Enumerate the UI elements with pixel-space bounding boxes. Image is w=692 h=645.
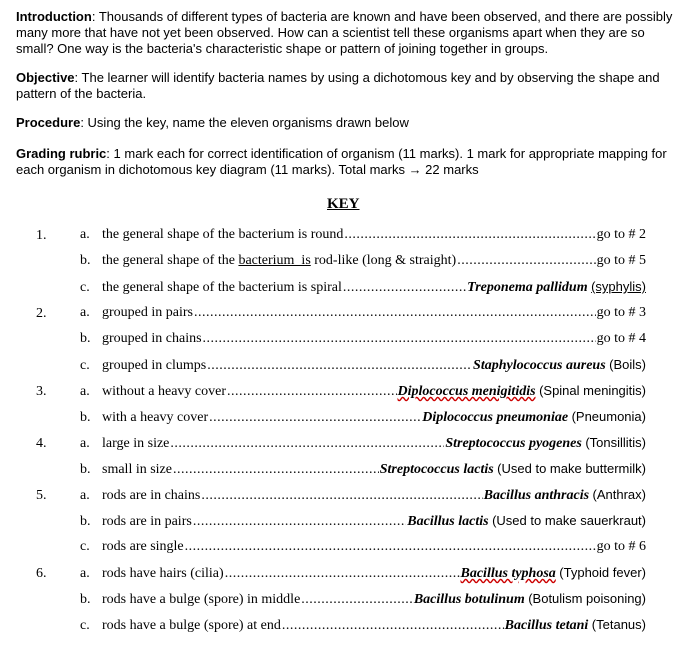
leader-dots — [201, 488, 482, 504]
row-label: b. — [80, 462, 91, 477]
row-text: rods have a bulge (spore) at end — [102, 618, 281, 633]
organism-name: Streptococcus lactis — [379, 462, 494, 477]
row-text: rods are in pairs — [102, 514, 192, 529]
row-answer — [380, 461, 646, 478]
organism-name: Streptococcus pyogenes — [445, 436, 582, 451]
organism-disease: (Spinal meningitis) — [539, 383, 646, 398]
row-label: b. — [80, 514, 91, 529]
row-label: a. — [80, 566, 90, 581]
row-label: a. — [80, 305, 90, 320]
leader-dots — [344, 227, 595, 243]
leader-dots — [203, 331, 596, 347]
leader-dots — [207, 358, 472, 374]
leader-dots — [170, 436, 444, 452]
row-answer — [414, 591, 646, 608]
organism-disease: (Used to make sauerkraut) — [492, 513, 646, 528]
row-text: with a heavy cover — [102, 410, 209, 425]
organism-disease: (Tetanus) — [591, 617, 646, 632]
group-number: 1. — [36, 228, 47, 243]
key-row — [80, 357, 646, 375]
objective-paragraph — [16, 70, 676, 102]
row-text: the general shape of the bacterium is spiral — [102, 280, 342, 295]
row-text: rods are in chains — [102, 488, 201, 503]
row-answer — [484, 487, 646, 504]
organism-disease: (Botulism poisoning) — [528, 591, 646, 606]
key-row — [80, 487, 646, 505]
key-row — [80, 461, 646, 479]
procedure-text: : Using the key, name the eleven organisms drawn below — [80, 115, 409, 130]
organism-disease: (Used to make buttermilk) — [497, 461, 646, 476]
row-answer — [422, 409, 646, 426]
row-label: c. — [80, 358, 90, 373]
key-row — [80, 383, 646, 401]
key-row — [80, 565, 646, 583]
row-answer — [505, 617, 646, 634]
row-answer: go to # 6 — [596, 539, 646, 554]
key-row — [80, 591, 646, 609]
organism-name: Treponema pallidum — [467, 280, 588, 295]
introduction-label: Introduction — [16, 9, 92, 24]
leader-dots — [227, 384, 396, 400]
row-text-post: rod-like (long & straight) — [310, 253, 457, 268]
row-text: large in size — [102, 436, 170, 451]
organism-name: Bacillus anthracis — [483, 488, 590, 503]
row-label: c. — [80, 280, 90, 295]
row-text-underlined: bacterium is — [238, 253, 311, 268]
organism-name: Bacillus typhosa — [460, 566, 556, 581]
row-text: grouped in clumps — [102, 358, 207, 373]
row-text: rods are single — [102, 539, 184, 554]
row-label: b. — [80, 253, 91, 268]
organism-disease: (Boils) — [609, 357, 646, 372]
organism-name: Bacillus lactis — [407, 514, 489, 529]
group-number: 3. — [36, 384, 47, 399]
row-text: grouped in pairs — [102, 305, 193, 320]
key-row — [80, 409, 646, 427]
organism-name: Bacillus botulinum — [413, 592, 525, 607]
procedure-paragraph — [16, 115, 676, 131]
group-number: 4. — [36, 436, 47, 451]
row-answer — [398, 383, 647, 400]
organism-disease: (Pneumonia) — [571, 409, 646, 424]
key-row — [80, 331, 646, 349]
leader-dots — [457, 253, 595, 269]
introduction-paragraph — [16, 9, 676, 57]
grading-paragraph — [16, 146, 676, 178]
leader-dots — [185, 539, 596, 555]
grading-text: : 1 mark each for correct identification of organism (11 marks). 1 mark for appropriate mapping for each organism in dichotomous key diagram (11 marks). Total marks → 22 marks — [16, 146, 667, 177]
row-answer — [407, 513, 646, 530]
row-label: c. — [80, 618, 90, 633]
organism-name: Staphylococcus aureus — [473, 358, 606, 373]
key-row — [80, 539, 646, 557]
row-answer: go to # 3 — [596, 305, 646, 320]
row-answer: go to # 2 — [596, 227, 646, 242]
row-label: c. — [80, 539, 90, 554]
objective-label: Objective — [16, 70, 75, 85]
row-label: a. — [80, 436, 90, 451]
row-answer — [445, 435, 646, 452]
key-row — [80, 513, 646, 531]
row-text: rods have a bulge (spore) in middle — [102, 592, 301, 607]
row-answer: go to # 4 — [596, 331, 646, 346]
row-label: a. — [80, 384, 90, 399]
row-answer — [473, 357, 646, 374]
row-text: the general shape of the bacterium is round — [102, 227, 344, 242]
key-row — [80, 279, 646, 297]
row-text — [102, 253, 456, 269]
organism-disease: (syphylis) — [591, 279, 646, 294]
group-number: 2. — [36, 306, 47, 321]
row-label: b. — [80, 410, 91, 425]
organism-disease: (Anthrax) — [592, 487, 646, 502]
row-text: grouped in chains — [102, 331, 202, 346]
organism-disease: (Typhoid fever) — [559, 565, 646, 580]
row-answer: go to # 5 — [596, 253, 646, 268]
objective-text: : The learner will identify bacteria names by using a dichotomous key and by observing the shape and pattern of the bacteria. — [16, 70, 660, 101]
organism-name: Diplococcus menigitidis — [397, 384, 536, 399]
key-row — [80, 305, 646, 323]
group-number: 5. — [36, 488, 47, 503]
key-row — [80, 227, 646, 245]
leader-dots — [193, 514, 406, 530]
key-title: KEY — [327, 196, 360, 212]
row-text: small in size — [102, 462, 172, 477]
organism-disease: (Tonsillitis) — [585, 435, 646, 450]
row-text: without a heavy cover — [102, 384, 227, 399]
key-row — [80, 617, 646, 635]
leader-dots — [194, 305, 596, 321]
organism-name: Bacillus tetani — [504, 618, 589, 633]
row-label: b. — [80, 592, 91, 607]
row-text-pre: the general shape of the — [102, 253, 239, 268]
organism-name: Diplococcus pneumoniae — [422, 410, 569, 425]
leader-dots — [209, 410, 421, 426]
leader-dots — [282, 618, 504, 634]
row-text: rods have hairs (cilia) — [102, 566, 224, 581]
leader-dots — [225, 566, 460, 582]
row-answer — [467, 279, 646, 296]
leader-dots — [173, 462, 379, 478]
leader-dots — [343, 280, 466, 296]
row-label: a. — [80, 227, 90, 242]
row-label: b. — [80, 331, 91, 346]
key-row — [80, 253, 646, 271]
leader-dots — [301, 592, 413, 608]
procedure-label: Procedure — [16, 115, 81, 130]
row-label: a. — [80, 488, 90, 503]
key-row — [80, 435, 646, 453]
introduction-text: : Thousands of different types of bacteria are known and have been observed, and there are possibly many more that have not yet been observed. How can a scientist tell these organisms apart when they are so small? One way is the bacteria's characteristic shape or pattern of joining together in groups. — [16, 9, 673, 56]
grading-label: Grading rubric — [16, 146, 107, 161]
group-number: 6. — [36, 566, 47, 581]
row-answer — [461, 565, 647, 582]
